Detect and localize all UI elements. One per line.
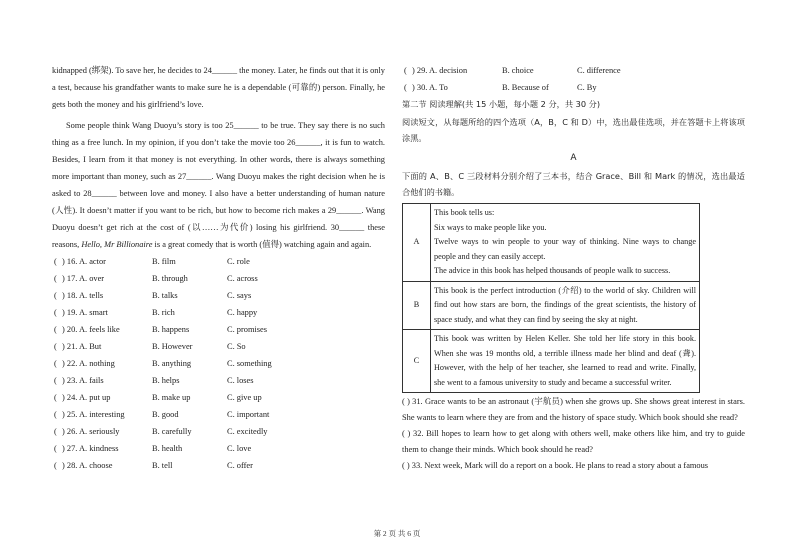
option-b: B. happens (152, 325, 190, 334)
option-row (52, 355, 385, 372)
left-column (52, 62, 385, 474)
option-a: ) 26. A. seriously (62, 427, 120, 436)
passage-paragraph-1: kidnapped (绑架). To save her, he decides to 24______ the money. Later, he finds out that it is only a test, because his grandfather wants to make sure he is a dependable (可靠的) person. Finally, he gets both the money and his girlfriend’s love. (52, 66, 385, 109)
option-a: ) 29. A. decision (412, 66, 468, 75)
answer-bracket: ( (54, 325, 57, 334)
answer-bracket: ( (404, 83, 407, 92)
option-b: B. tell (152, 461, 173, 470)
option-row (52, 304, 385, 321)
book-row (403, 204, 700, 282)
movie-title: Hello, Mr Billionaire (81, 240, 153, 249)
option-c: C. says (227, 291, 252, 300)
option-b: B. make up (152, 393, 191, 402)
option-a: ) 18. A. tells (62, 291, 104, 300)
book-description (431, 281, 700, 330)
option-a: ) 24. A. put up (62, 393, 111, 402)
option-b: B. Because of (502, 83, 549, 92)
answer-bracket: ( (54, 376, 57, 385)
option-row (402, 79, 745, 96)
option-b: B. through (152, 274, 188, 283)
option-a: ) 20. A. feels like (62, 325, 120, 334)
option-a: ) 16. A. actor (62, 257, 106, 266)
option-a: ) 23. A. fails (62, 376, 104, 385)
option-b: B. good (152, 410, 179, 419)
book-label: C (403, 330, 431, 393)
option-c: C. happy (227, 308, 258, 317)
option-row (402, 62, 745, 79)
option-row (52, 457, 385, 474)
book-line: This book is the perfect introduction (介绍) to the world of sky. Children will find out how stars are born, the findings of the great scientists, the history of space study, and what they can find by seeing the sky at night. (434, 285, 696, 324)
right-option-list (402, 62, 745, 96)
question-33: ( ) 33. Next week, Mark will do a report on a book. He plans to read a story about a famous (402, 461, 709, 470)
question-32: ( ) 32. Bill hopes to learn how to get along with others well, make others like him, and try to guide them to change their minds. Which book should he read? (402, 429, 745, 454)
book-description (431, 330, 700, 393)
answer-bracket: ( (54, 359, 57, 368)
option-row (52, 321, 385, 338)
section-instruction: 阅读短文，从每题所给的四个选项（A，B，C 和 D）中，选出最佳选项，并在答题卡上将该项涂黑。 (402, 117, 745, 143)
option-a: ) 22. A. nothing (62, 359, 115, 368)
option-c: C. promises (227, 325, 268, 334)
answer-bracket: ( (54, 342, 57, 351)
option-c: C. So (227, 342, 246, 351)
answer-bracket: ( (54, 461, 57, 470)
option-c: C. By (577, 83, 597, 92)
option-b: B. film (152, 257, 176, 266)
answer-bracket: ( (54, 427, 57, 436)
page-footer: 第 2 页 共 6 页 (373, 529, 421, 538)
book-line: The advice in this book has helped thousands of people walk to success. (434, 266, 671, 275)
option-row (52, 253, 385, 270)
answer-bracket: ( (54, 308, 57, 317)
answer-bracket: ( (54, 393, 57, 402)
option-b: B. carefully (152, 427, 192, 436)
option-a: ) 21. A. But (62, 342, 102, 351)
option-row (52, 287, 385, 304)
option-a: ) 19. A. smart (62, 308, 108, 317)
book-line: This book was written by Helen Keller. She told her life story in this book. When she was 19 months old, a terrible illness made her blind and deaf (聋). However, with the help of her teacher, she learned to read and write. Finally, she went to a famous university to study and became a successful writer. (434, 334, 696, 387)
left-option-list (52, 253, 385, 474)
option-c: C. important (227, 410, 270, 419)
option-c: C. excitedly (227, 427, 268, 436)
answer-bracket: ( (54, 257, 57, 266)
option-c: C. love (227, 444, 252, 453)
books-table (402, 203, 700, 393)
book-label: A (403, 204, 431, 282)
option-a: ) 30. A. To (412, 83, 448, 92)
option-a: ) 25. A. interesting (62, 410, 125, 419)
option-row (52, 372, 385, 389)
book-label: B (403, 281, 431, 330)
passage-label: A (570, 153, 577, 163)
option-row (52, 406, 385, 423)
option-b: B. health (152, 444, 183, 453)
option-c: C. role (227, 257, 250, 266)
option-a: ) 28. A. choose (62, 461, 113, 470)
option-row (52, 338, 385, 355)
option-c: C. across (227, 274, 258, 283)
option-c: C. give up (227, 393, 262, 402)
option-a: ) 17. A. over (62, 274, 105, 283)
option-row (52, 389, 385, 406)
answer-bracket: ( (404, 66, 407, 75)
option-b: B. rich (152, 308, 175, 317)
passage-intro: 下面的 A、B、C 三段材料分别介绍了三本书，结合 Grace、Bill 和 Mark 的情况，选出最适合他们的书籍。 (402, 171, 745, 197)
answer-bracket: ( (54, 410, 57, 419)
right-column (402, 62, 745, 474)
option-c: C. offer (227, 461, 253, 470)
option-c: C. something (227, 359, 272, 368)
option-b: B. However (152, 342, 193, 351)
option-a: ) 27. A. kindness (62, 444, 119, 453)
question-31: ( ) 31. Grace wants to be an astronaut (宇航员) when she grows up. She shows great interest in stars. She wants to learn where they are from and the history of space study. Which book should she read? (402, 397, 745, 422)
paragraph-2-text-a: Some people think Wang Duoyu’s story is too 25______ to be true. They say there is no such thing as a free lunch. In my opinion, if you don’t take the movie too 26______, it is fun to watch. Besides, I learn from it that money is not everything. In other words, there is always something more important than money, such as 27______. Wang Duoyu makes the right decision when he is asked to 28______ between love and money. I also have a better understanding of human nature (人性). It doesn’t matter if you want to be rich, but how to become rich makes a 29______. Wang Duoyu doesn’t get rich at the cost of (以……为代价) losing his girlfriend. 30______ these reasons, (52, 121, 385, 249)
book-row (403, 281, 700, 330)
book-description (431, 204, 700, 282)
option-c: C. loses (227, 376, 254, 385)
paragraph-2-text-b: is a great comedy that is worth (值得) watching again and again. (152, 240, 372, 249)
option-b: B. helps (152, 376, 180, 385)
answer-bracket: ( (54, 444, 57, 453)
book-line: Six ways to make people like you. (434, 222, 547, 232)
option-row (52, 440, 385, 457)
section-heading: 第二节 阅读理解(共 15 小题，每小题 2 分，共 30 分) (402, 99, 601, 109)
option-b: B. anything (152, 359, 192, 368)
answer-bracket: ( (54, 274, 57, 283)
option-b: B. talks (152, 291, 178, 300)
option-row (52, 270, 385, 287)
option-c: C. difference (577, 66, 621, 75)
option-b: B. choice (502, 66, 534, 75)
passage-paragraph-2 (52, 117, 385, 253)
book-line: This book tells us: (434, 208, 495, 217)
book-row (403, 330, 700, 393)
option-row (52, 423, 385, 440)
answer-bracket: ( (54, 291, 57, 300)
book-line: Twelve ways to win people to your way of thinking. Nine ways to change people and they can easily accept. (434, 237, 696, 261)
